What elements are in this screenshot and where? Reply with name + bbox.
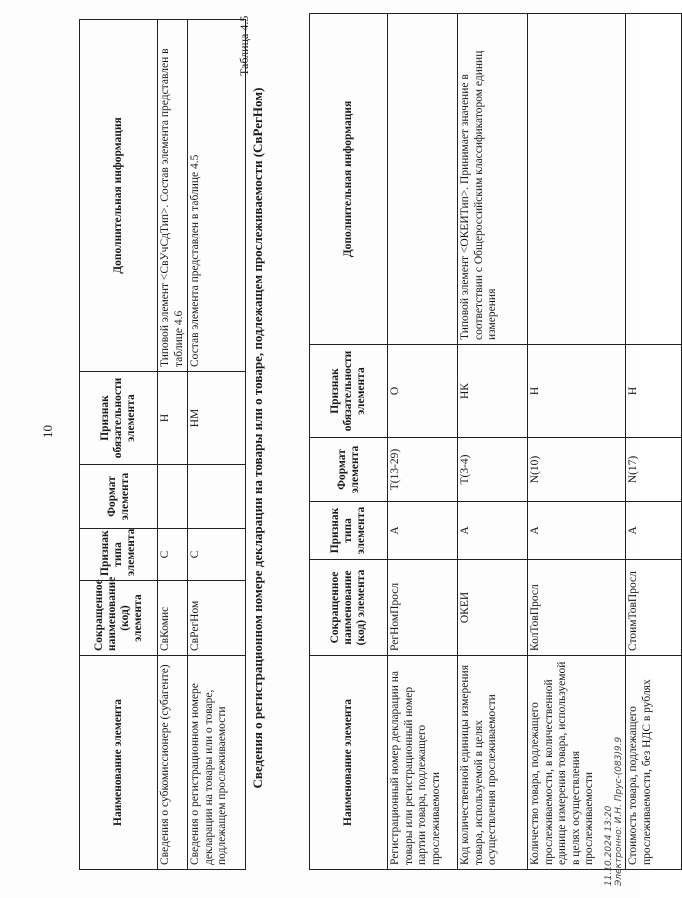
element-code-cell: ОКЕИ — [458, 560, 528, 656]
element-name-cell: Сведения о регистрационном номере декларации на товары или о товаре, подлежащем прослеживаемости — [188, 656, 246, 870]
column-header: Формат элемента — [80, 465, 158, 529]
column-header: Дополнительная информация — [310, 14, 388, 345]
table-continuation — [79, 19, 246, 870]
element-format-cell: N(17) — [626, 438, 682, 502]
stamp-signature: Электронно: И.Н. Прус-(083)9.9 — [614, 736, 624, 886]
column-header: Формат элемента — [310, 438, 388, 502]
element-name-cell: Сведения о субкомиссионере (субагенте) — [158, 656, 188, 870]
element-obligation-cell: Н — [158, 372, 188, 465]
element-type-cell: С — [188, 529, 246, 581]
table-header-row — [310, 14, 388, 870]
element-obligation-cell: О — [388, 345, 458, 438]
table-row — [188, 20, 246, 870]
element-obligation-cell: НМ — [188, 372, 246, 465]
table-caption: Сведения о регистрационном номере декларации на товары или о товаре, подлежащем прослеживаемости (СвРегНом) — [250, 87, 265, 789]
additional-info-cell — [388, 14, 458, 345]
element-name-cell: Количество товара, подлежащего прослеживаемости, в количественной единице измерения товара, используемой в целях осуществления прослеживаемости — [528, 656, 626, 870]
column-header: Признак обязательности элемента — [80, 372, 158, 465]
element-format-cell: Т(13-29) — [388, 438, 458, 502]
column-header: Признак типа элемента — [310, 502, 388, 560]
element-name-cell: Стоимость товара, подлежащего прослеживаемости, без НДС в рублях — [626, 656, 682, 870]
element-type-cell: А — [388, 502, 458, 560]
element-format-cell — [158, 465, 188, 529]
element-type-cell: А — [458, 502, 528, 560]
element-format-cell: Т(3-4) — [458, 438, 528, 502]
column-header: Сокращенное наименование (код) элемента — [80, 581, 158, 656]
element-name-cell: Регистрационный номер декларации на товары или регистрационный номер партии товара, подлежащего прослеживаемости — [388, 656, 458, 870]
element-format-cell: N(10) — [528, 438, 626, 502]
column-header: Признак типа элемента — [80, 529, 158, 581]
element-type-cell: А — [626, 502, 682, 560]
table-4-5 — [309, 13, 682, 870]
column-header: Признак обязательности элемента — [310, 345, 388, 438]
table-row — [158, 20, 188, 870]
element-code-cell: РегНомПросл — [388, 560, 458, 656]
element-name-cell: Код количественной единицы измерения товара, используемой в целях осуществления прослеживаемости — [458, 656, 528, 870]
table-label: Таблица 4.5 — [237, 15, 251, 76]
table-header-row — [80, 20, 158, 870]
document-stamp — [604, 737, 624, 886]
stamp-datetime: 11.10.2024 13:20 — [604, 805, 614, 886]
element-obligation-cell: Н — [528, 345, 626, 438]
table-row — [388, 14, 458, 870]
element-obligation-cell: НК — [458, 345, 528, 438]
element-obligation-cell: Н — [626, 345, 682, 438]
additional-info-cell: Типовой элемент <СвУчСдТип>. Состав элемента представлен в таблице 4.6 — [158, 20, 188, 372]
additional-info-cell: Типовой элемент <ОКЕИТип>. Принимает значение в соответствии с Общероссийским классификатором единиц измерения — [458, 14, 528, 345]
column-header: Наименование элемента — [80, 656, 158, 870]
element-code-cell: КолТовПросл — [528, 560, 626, 656]
table-row — [626, 14, 682, 870]
element-format-cell — [188, 465, 246, 529]
column-header: Наименование элемента — [310, 656, 388, 870]
additional-info-cell — [626, 14, 682, 345]
additional-info-cell: Состав элемента представлен в таблице 4.5 — [188, 20, 246, 372]
element-code-cell: СвКомис — [158, 581, 188, 656]
table-row — [458, 14, 528, 870]
element-code-cell: СтоимТовПросл — [626, 560, 682, 656]
element-code-cell: СвРегНом — [188, 581, 246, 656]
element-type-cell: А — [528, 502, 626, 560]
page-number: 10 — [40, 425, 55, 438]
additional-info-cell — [528, 14, 626, 345]
column-header: Дополнительная информация — [80, 20, 158, 372]
column-header: Сокращенное наименование (код) элемента — [310, 560, 388, 656]
element-type-cell: С — [158, 529, 188, 581]
